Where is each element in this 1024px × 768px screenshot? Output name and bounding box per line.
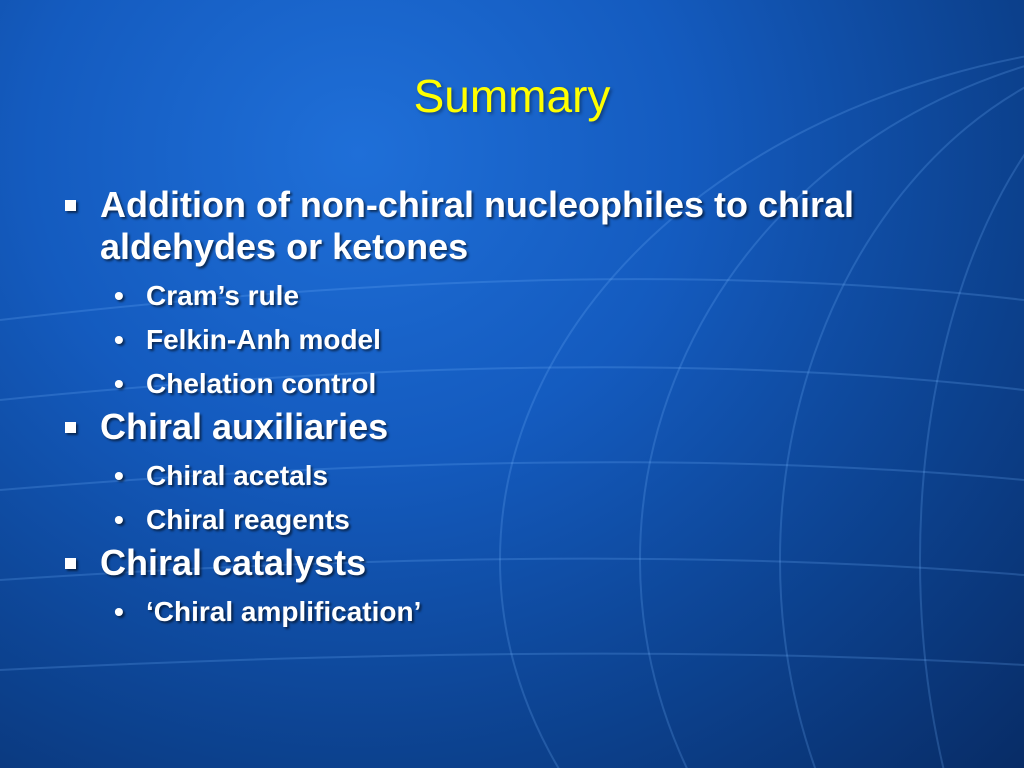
sub-bullet-text: Chelation control [146,368,377,399]
dot-bullet-icon: • [114,368,124,399]
sub-bullet-item [60,454,960,498]
bullet-list [60,184,960,634]
sub-bullet-item [60,590,960,634]
square-bullet-icon [65,200,76,211]
square-bullet-icon [65,558,76,569]
dot-bullet-icon: • [114,504,124,535]
bullet-item [60,406,960,448]
sub-bullet-item [60,498,960,542]
bullet-text: Chiral catalysts [100,542,367,583]
sub-bullet-item [60,362,960,406]
dot-bullet-icon: • [114,460,124,491]
dot-bullet-icon: • [114,324,124,355]
sub-bullet-text: ‘Chiral amplification’ [146,596,422,627]
sub-bullet-item [60,318,960,362]
sub-bullet-text: Chiral acetals [146,460,329,491]
sub-bullet-text: Felkin-Anh model [146,324,381,355]
sub-bullet-text: Cram’s rule [146,280,300,311]
square-bullet-icon [65,422,76,433]
dot-bullet-icon: • [114,280,124,311]
dot-bullet-icon: • [114,596,124,627]
bullet-item [60,542,960,584]
sub-bullet-text: Chiral reagents [146,504,350,535]
slide-title: Summary [413,70,611,122]
bullet-text: Addition of non-chiral nucleophiles to chiral aldehydes or ketones [100,184,855,267]
sub-bullet-item [60,274,960,318]
bullet-item [60,184,960,268]
bullet-text: Chiral auxiliaries [100,406,389,447]
